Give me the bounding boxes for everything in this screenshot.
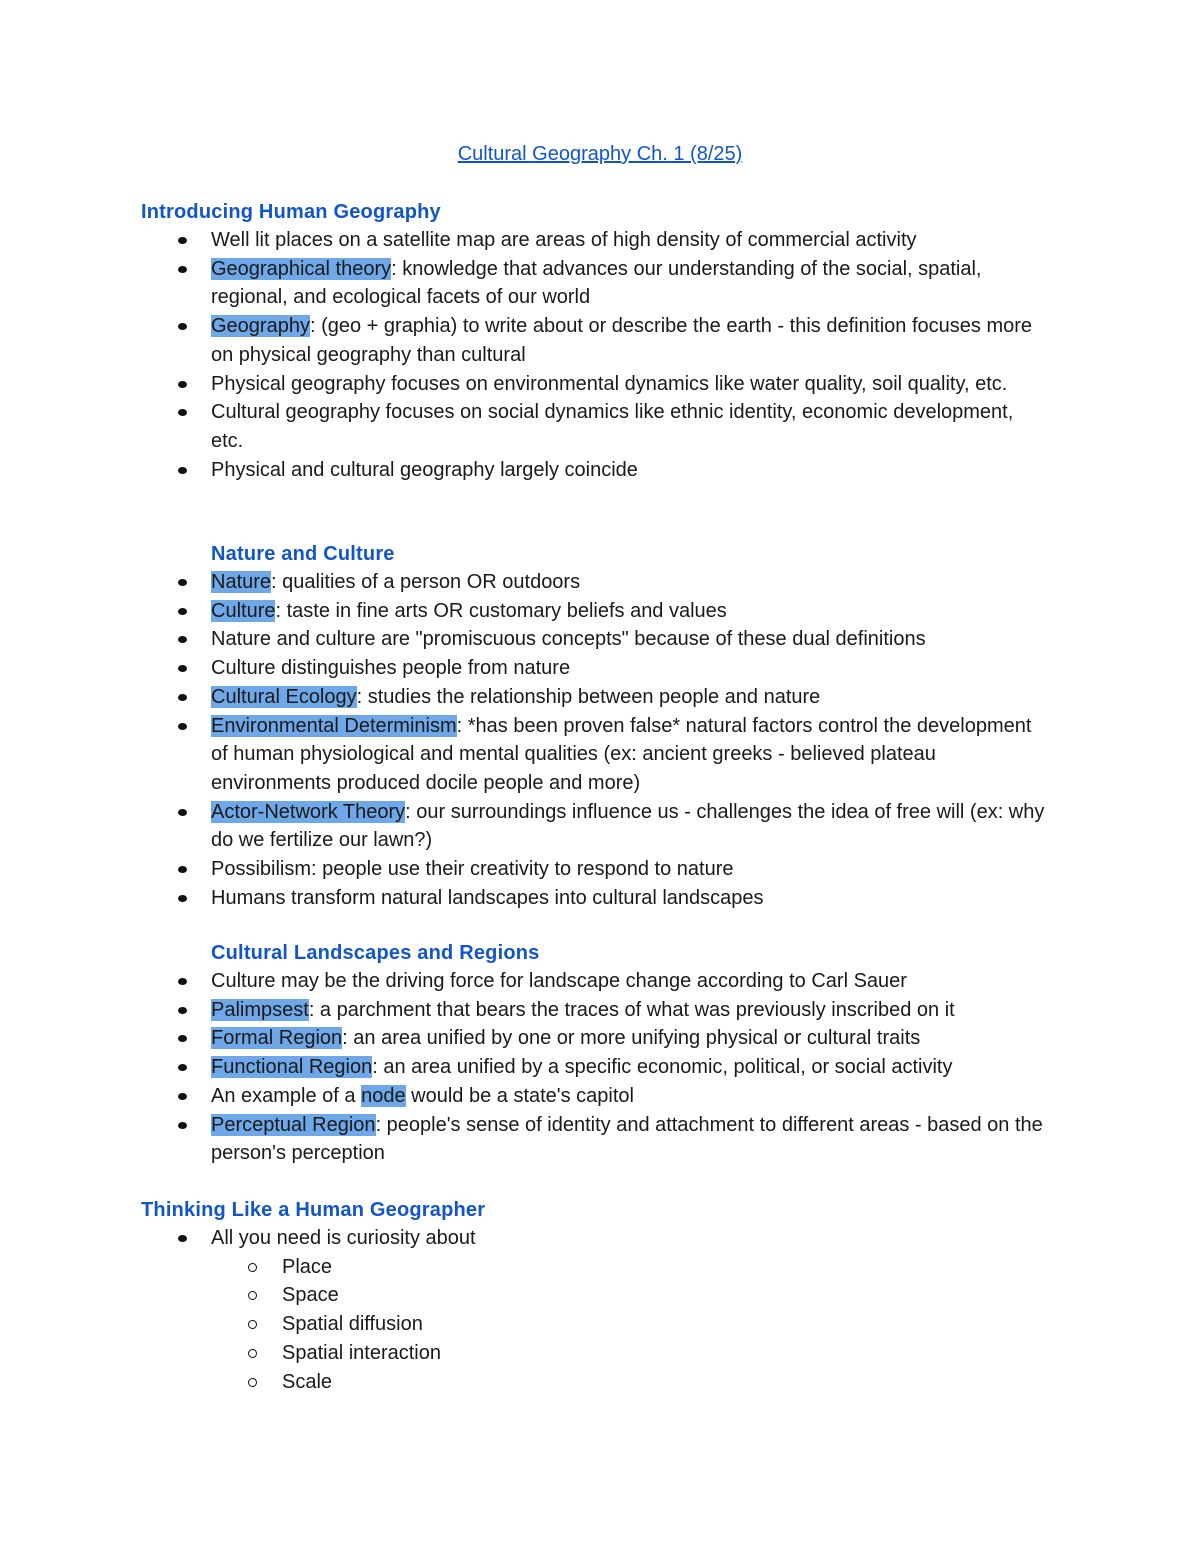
- highlighted-term: Environmental Determinism: [211, 714, 457, 737]
- item-text: : qualities of a person OR outdoors: [271, 571, 581, 593]
- item-text: Culture may be the driving force for landscape change according to Carl Sauer: [211, 970, 907, 992]
- bullet-list: [0, 226, 1200, 484]
- item-text: : studies the relationship between people and nature: [356, 685, 821, 708]
- item-text: : people's sense of identity and attachment to different areas - based on the person's perception: [211, 1113, 1043, 1165]
- item-text: An example of a: [211, 1084, 362, 1107]
- section-thinking-like-a-human-geographer: [0, 1196, 1200, 1396]
- highlighted-term: Functional Region: [211, 1056, 373, 1079]
- list-item: [0, 398, 1200, 455]
- item-text: : our surroundings influence us - challenges the idea of free will (ex: why do we fertilize our lawn?): [211, 800, 1045, 852]
- highlighted-term: Nature: [211, 571, 272, 593]
- item-text: : (geo + graphia) to write about or describe the earth - this definition focuses more on physical geography than cultural: [211, 315, 1033, 366]
- list-item: [0, 255, 1200, 312]
- list-item: [0, 568, 1200, 597]
- highlighted-term: Cultural Ecology: [211, 685, 357, 708]
- list-item: [0, 884, 1200, 913]
- sub-list-item: Spatial diffusion: [0, 1310, 1200, 1339]
- highlighted-term: Palimpsest: [211, 998, 309, 1021]
- list-item: [0, 1024, 1200, 1053]
- list-item: [0, 967, 1200, 996]
- section-nature-and-culture: [0, 540, 1200, 912]
- section-heading: Cultural Landscapes and Regions: [211, 942, 540, 964]
- item-text: Physical geography focuses on environmental dynamics like water quality, soil quality, etc.: [211, 372, 1008, 395]
- item-text: Possibilism: people use their creativity to respond to nature: [211, 858, 734, 881]
- item-text: : *has been proven false* natural factors control the development of human physiological and mental qualities (ex: ancient greeks - believed plateau environments produced docile people and more): [211, 714, 1032, 794]
- sub-bullet-list: [0, 1253, 1200, 1397]
- item-text: : an area unified by one or more unifying physical or cultural traits: [342, 1027, 921, 1050]
- item-text: Culture distinguishes people from nature: [211, 657, 571, 680]
- item-text: would be a state's capitol: [405, 1084, 634, 1107]
- sub-list-item: Spatial interaction: [0, 1339, 1200, 1368]
- list-item: [0, 1224, 1200, 1253]
- item-text: Well lit places on a satellite map are areas of high density of commercial activity: [211, 229, 917, 251]
- item-text: : knowledge that advances our understanding of the social, spatial, regional, and ecological facets of our world: [211, 257, 982, 309]
- list-item: [0, 654, 1200, 683]
- highlighted-term: Geography: [211, 315, 310, 338]
- bullet-list: [0, 568, 1200, 912]
- list-item: [0, 597, 1200, 626]
- document-title[interactable]: Cultural Geography Ch. 1 (8/25): [457, 143, 743, 165]
- highlighted-term: Perceptual Region: [211, 1113, 376, 1136]
- item-text: Physical and cultural geography largely coincide: [211, 458, 638, 481]
- list-item: [0, 1082, 1200, 1111]
- list-item: [0, 1111, 1200, 1168]
- sub-list-item: Scale: [0, 1368, 1200, 1397]
- list-item: [0, 226, 1200, 255]
- list-item: [0, 683, 1200, 712]
- section-introducing-human-geography: [0, 198, 1200, 484]
- highlighted-term: Formal Region: [211, 1027, 343, 1050]
- section-heading: Introducing Human Geography: [141, 201, 441, 223]
- section-heading: Thinking Like a Human Geographer: [141, 1199, 486, 1221]
- highlighted-term: Culture: [211, 599, 276, 622]
- bullet-list: [0, 1224, 1200, 1253]
- list-item: [0, 456, 1200, 485]
- item-text: : taste in fine arts OR customary beliefs and values: [275, 599, 727, 622]
- item-text: Humans transform natural landscapes into cultural landscapes: [211, 886, 764, 909]
- sub-list-item: Place: [0, 1253, 1200, 1282]
- highlighted-term: node: [361, 1084, 406, 1107]
- list-item: [0, 855, 1200, 884]
- highlighted-term: Actor-Network Theory: [211, 800, 406, 823]
- list-item: [0, 370, 1200, 399]
- list-item: [0, 996, 1200, 1025]
- list-item: [0, 1053, 1200, 1082]
- list-item: [0, 312, 1200, 369]
- item-text: : a parchment that bears the traces of what was previously inscribed on it: [308, 998, 955, 1021]
- item-text: All you need is curiosity about: [211, 1227, 476, 1249]
- list-item: [0, 625, 1200, 654]
- sub-list-item: Space: [0, 1281, 1200, 1310]
- bullet-list: [0, 967, 1200, 1168]
- list-item: [0, 712, 1200, 798]
- item-text: Nature and culture are "promiscuous concepts" because of these dual definitions: [211, 628, 926, 651]
- section-cultural-landscapes-and-regions: [0, 939, 1200, 1168]
- section-heading: Nature and Culture: [211, 543, 395, 565]
- item-text: : an area unified by a specific economic, political, or social activity: [372, 1056, 953, 1079]
- highlighted-term: Geographical theory: [211, 257, 392, 280]
- list-item: [0, 798, 1200, 855]
- item-text: Cultural geography focuses on social dynamics like ethnic identity, economic development, etc.: [211, 401, 1014, 452]
